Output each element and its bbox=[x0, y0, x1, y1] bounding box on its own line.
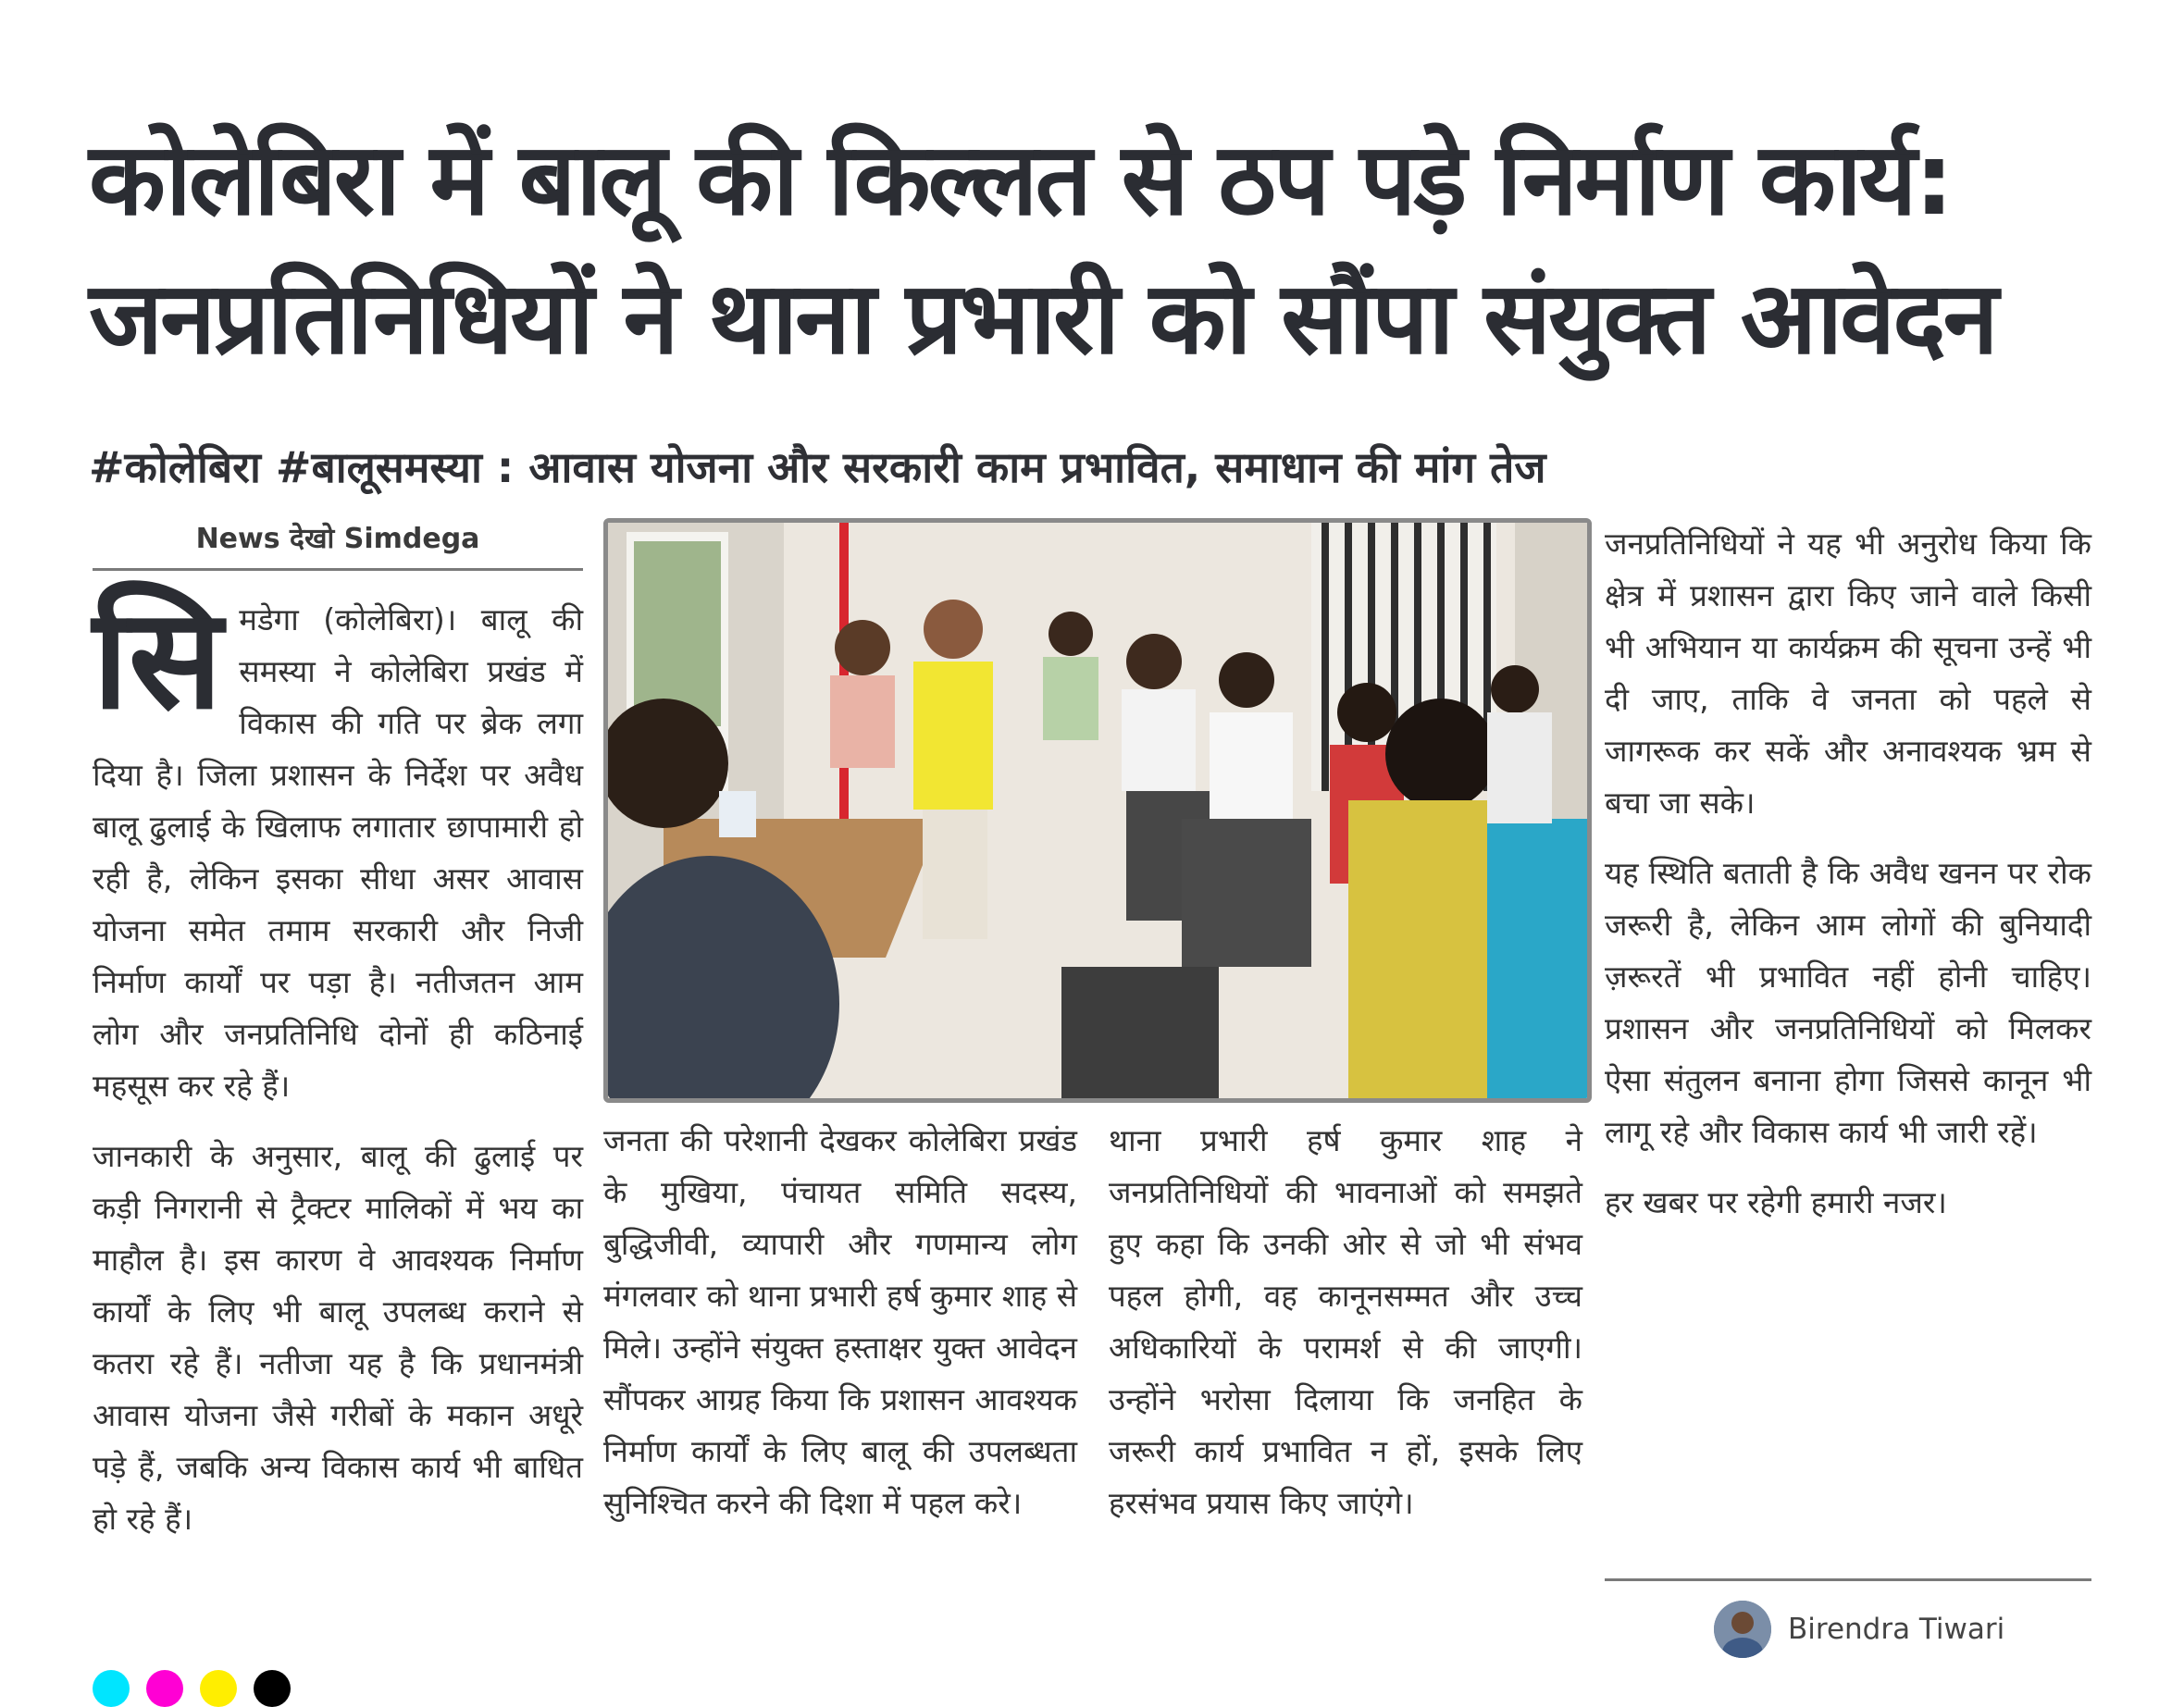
paragraph: जानकारी के अनुसार, बालू की ढुलाई पर कड़ी निगरानी से ट्रैक्टर मालिकों में भय का माहौल है। इस कारण वे आवश्यक निर्माण कार्यों के लिए भी बालू उपलब्ध कराने से कतरा रहे हैं। नतीजा यह है कि प्रधानमंत्री आवास योजना जैसे गरीबों के मकान अधूरे पड़े हैं, जबकि अन्य विकास कार्य भी बाधित हो रहे हैं। bbox=[93, 1138, 583, 1537]
black-dot bbox=[254, 1670, 291, 1707]
subheadline: #कोलेबिरा #बालूसमस्या : आवास योजना और सरकारी काम प्रभावित, समाधान की मांग तेज bbox=[89, 442, 1546, 492]
headline bbox=[89, 111, 2125, 389]
magenta-dot bbox=[146, 1670, 183, 1707]
person-icon bbox=[1714, 1601, 1771, 1658]
paragraph: थाना प्रभारी हर्ष कुमार शाह ने जनप्रतिनिधियों की भावनाओं को समझते हुए कहा कि उनकी ओर से जो भी संभव पहल होगी, वह कानूनसम्मत और उच्च अधिकारियों के परामर्श से की जाएगी। उन्होंने भरोसा दिलाया कि जनहित के जरूरी कार्य प्रभावित न हों, इसके लिए हरसंभव प्रयास किए जाएंगे। bbox=[1109, 1122, 1582, 1521]
avatar bbox=[1714, 1601, 1771, 1658]
paragraph: हर खबर पर रहेगी हमारी नजर। bbox=[1605, 1184, 1947, 1220]
paragraph bbox=[93, 579, 583, 1112]
article-column-2 bbox=[603, 1115, 1077, 1548]
cmyk-registration-dots bbox=[93, 1670, 291, 1707]
yellow-dot bbox=[200, 1670, 237, 1707]
headline-line-2: जनप्रतिनिधियों ने थाना प्रभारी को सौंपा संयुक्त आवेदन bbox=[89, 261, 1996, 377]
article-column-1 bbox=[93, 579, 583, 1564]
dropcap: सि bbox=[93, 579, 223, 740]
paragraph: जनता की परेशानी देखकर कोलेबिरा प्रखंड के मुखिया, पंचायत समिति सदस्य, बुद्धिजीवी, व्यापारी और गणमान्य लोग मंगलवार को थाना प्रभारी हर्ष कुमार शाह से मिले। उन्होंने संयुक्त हस्ताक्षर युक्त आवेदन सौंपकर आग्रह किया कि प्रशासन आवश्यक निर्माण कार्यों के लिए बालू की उपलब्धता सुनिश्चित करने की दिशा में पहल करे। bbox=[603, 1122, 1077, 1521]
paragraph: जनप्रतिनिधियों ने यह भी अनुरोध किया कि क्षेत्र में प्रशासन द्वारा किए जाने वाले किसी भी अभियान या कार्यक्रम की सूचना उन्हें भी दी जाए, ताकि वे जनता को पहले से जागरूक कर सकें और अनावश्यक भ्रम से बचा जा सके। bbox=[1605, 526, 2091, 821]
author-byline bbox=[1714, 1599, 2004, 1660]
news-source: News देखो Simdega bbox=[195, 523, 480, 555]
article-column-4 bbox=[1605, 518, 2091, 1247]
paragraph: यह स्थिति बताती है कि अवैध खनन पर रोक जरूरी है, लेकिन आम लोगों की बुनियादी ज़रूरतें भी प्रभावित नहीं होनी चाहिए। प्रशासन और जनप्रतिनिधियों को मिलकर ऐसा संतुलन बनाना होगा जिससे कानून भी लागू रहे और विकास कार्य भी जारी रहें। bbox=[1605, 855, 2091, 1150]
meeting-photo-illustration bbox=[608, 523, 1587, 1098]
headline-line-1: कोलेबिरा में बालू की किल्लत से ठप पड़े निर्माण कार्य: bbox=[89, 122, 1952, 238]
source-divider bbox=[93, 568, 583, 571]
cyan-dot bbox=[93, 1670, 130, 1707]
paragraph-text: मडेगा (कोलेबिरा)। बालू की समस्या ने कोलेबिरा प्रखंड में विकास की गति पर ब्रेक लगा दिया है। जिला प्रशासन के निर्देश पर अवैध बालू ढुलाई के खिलाफ लगातार छापामारी हो रही है, लेकिन इसका सीधा असर आवास योजना समेत तमाम सरकारी और निजी निर्माण कार्यों पर पड़ा है। नतीजतन आम लोग और जनप्रतिनिधि दोनों ही कठिनाई महसूस कर रहे हैं। bbox=[93, 601, 583, 1104]
author-divider bbox=[1605, 1578, 2091, 1581]
article-photo bbox=[603, 518, 1592, 1103]
author-name: Birendra Tiwari bbox=[1788, 1613, 2005, 1646]
article-column-3 bbox=[1109, 1115, 1582, 1548]
